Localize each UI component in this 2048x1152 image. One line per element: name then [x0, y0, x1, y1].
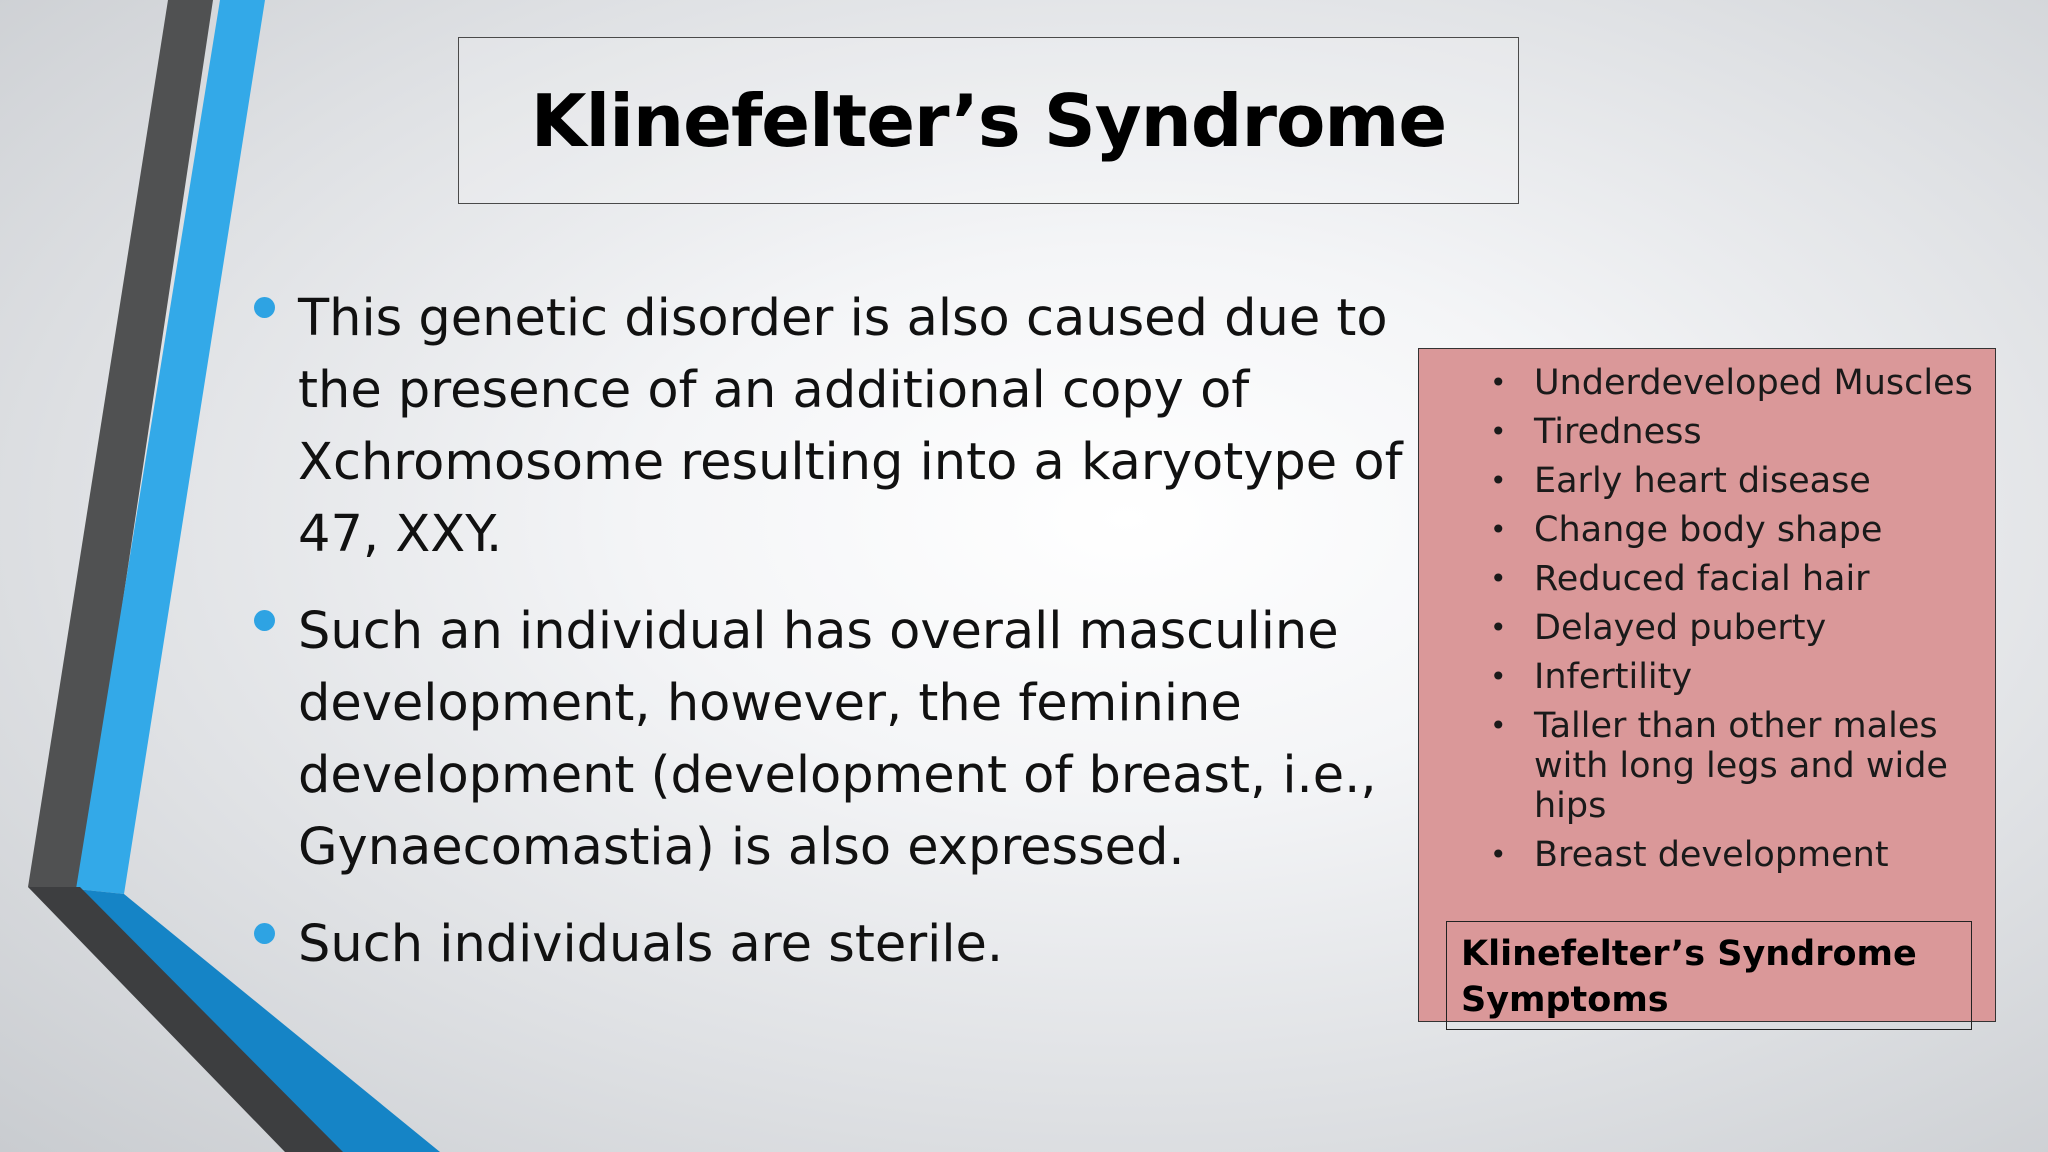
symptom-item	[1419, 461, 1995, 501]
bullet-icon: •	[1490, 415, 1507, 448]
bullet-icon: •	[1490, 838, 1507, 871]
symptom-text: Infertility	[1534, 657, 1693, 697]
bullet-dot-icon	[254, 923, 275, 944]
symptom-text: Taller than other males with long legs and wide hips	[1534, 706, 1948, 826]
symptom-text: Tiredness	[1534, 412, 1702, 452]
bullet-dot-icon	[254, 297, 275, 318]
symptom-text: Delayed puberty	[1534, 608, 1827, 648]
symptom-item	[1419, 559, 1995, 599]
bullet-icon: •	[1490, 611, 1507, 644]
bullet-icon: •	[1490, 709, 1507, 742]
main-bullet-item	[250, 283, 1420, 571]
symptom-text: Change body shape	[1534, 510, 1883, 550]
bullet-icon: •	[1490, 513, 1507, 546]
symptom-item	[1419, 510, 1995, 550]
bullet-icon: •	[1490, 660, 1507, 693]
main-bullet-text: Such an individual has overall masculine development, however, the feminine development (development of breast, i.e., Gynaecomastia) is also expressed.	[298, 602, 1377, 877]
symptom-item	[1419, 657, 1995, 697]
main-bullet-text: Such individuals are sterile.	[298, 915, 1004, 974]
symptoms-caption: Klinefelter’s Syndrome Symptoms	[1461, 934, 1917, 1020]
main-bullet-text: This genetic disorder is also caused due to the presence of an additional copy of Xchromosome resulting into a karyotype of 47, XXY.	[298, 289, 1403, 564]
symptom-item	[1419, 835, 1995, 875]
symptom-item	[1419, 706, 1995, 826]
symptom-list	[1419, 363, 1995, 884]
symptom-item	[1419, 412, 1995, 452]
main-bullet-item	[250, 909, 1420, 981]
symptom-item	[1419, 363, 1995, 403]
bullet-dot-icon	[254, 610, 275, 631]
title-box	[458, 37, 1519, 204]
bullet-icon: •	[1490, 366, 1507, 399]
symptoms-caption-box	[1446, 921, 1972, 1030]
main-bullet-item	[250, 596, 1420, 884]
bullet-icon: •	[1490, 562, 1507, 595]
symptom-text: Underdeveloped Muscles	[1534, 363, 1973, 403]
symptom-item	[1419, 608, 1995, 648]
symptom-text: Breast development	[1534, 835, 1889, 875]
main-bullet-list	[250, 283, 1420, 1006]
bullet-icon: •	[1490, 464, 1507, 497]
slide-title: Klinefelter’s Syndrome	[530, 78, 1447, 163]
symptom-text: Early heart disease	[1534, 461, 1871, 501]
symptom-text: Reduced facial hair	[1534, 559, 1870, 599]
